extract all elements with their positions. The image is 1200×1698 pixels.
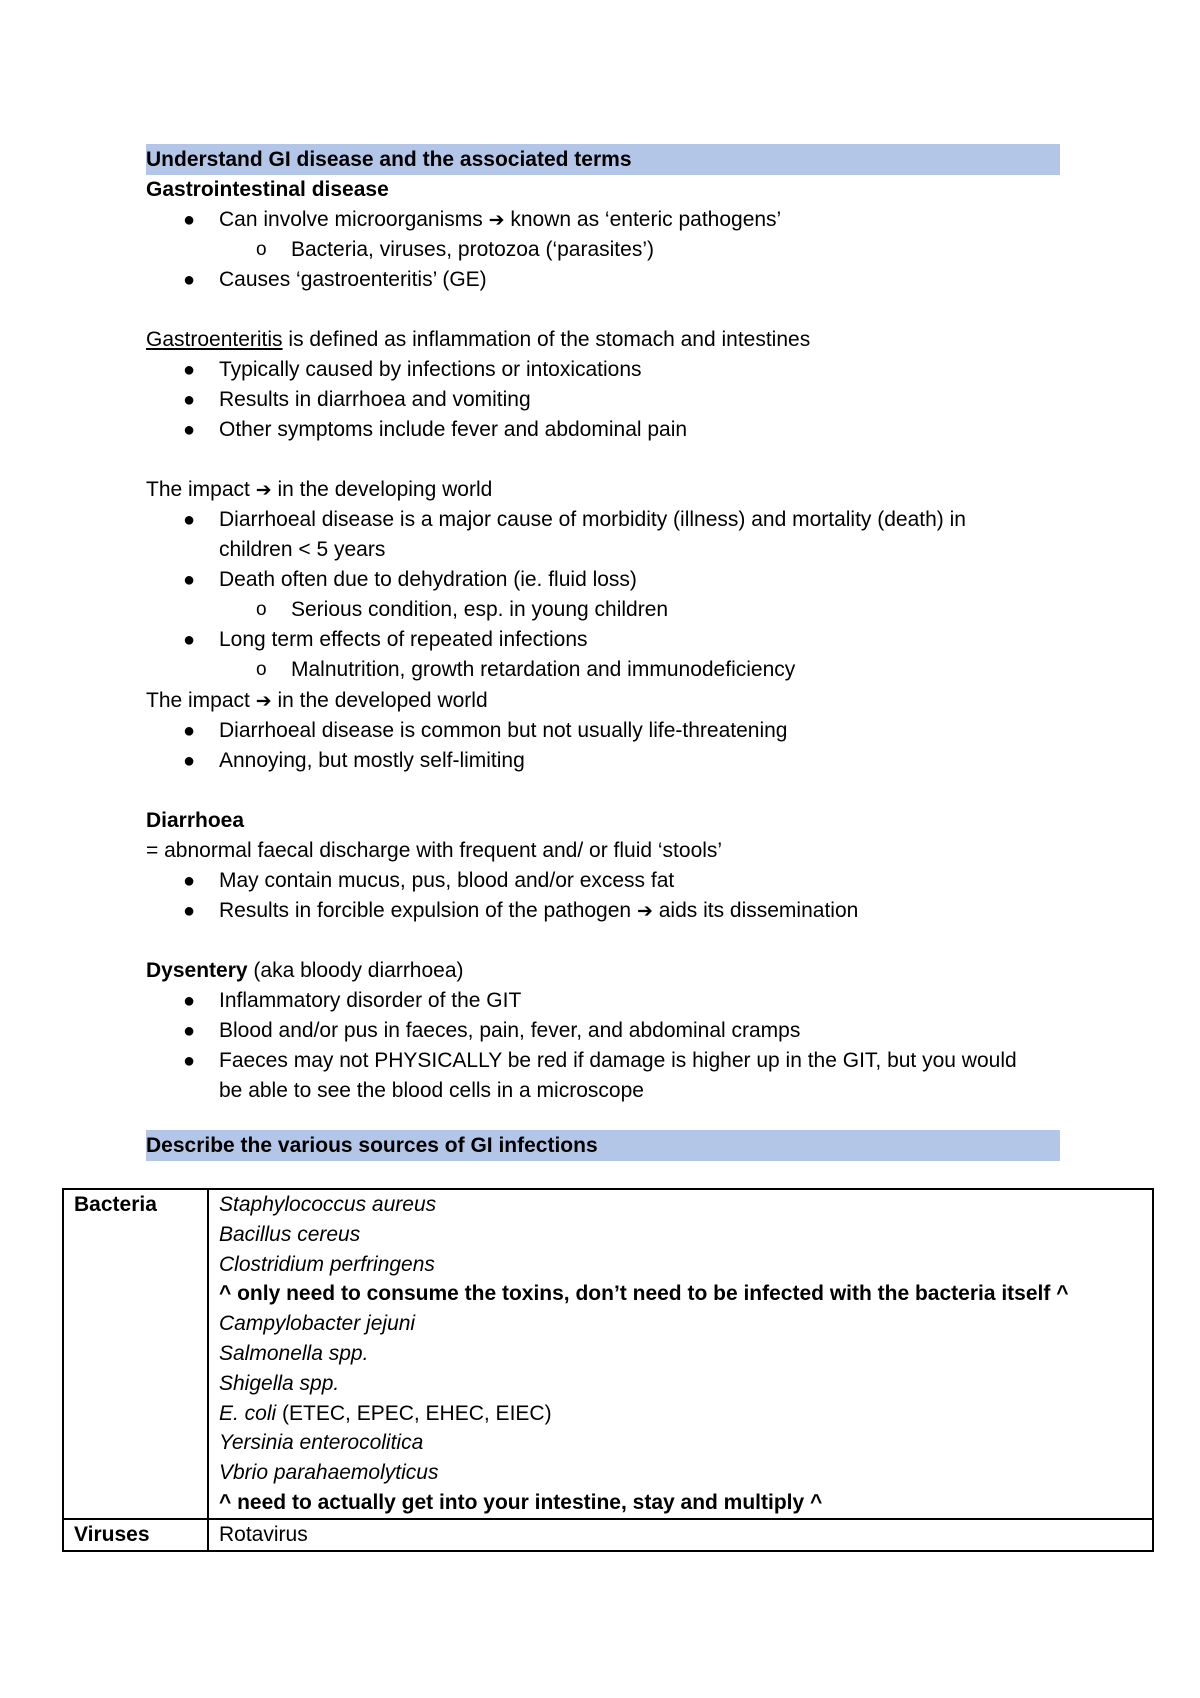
- list-item: Bacillus cereus: [219, 1222, 361, 1246]
- list-item: Staphylococcus aureus: [219, 1193, 437, 1216]
- list-item: [219, 1399, 1142, 1429]
- sub-bullet-icon: o: [256, 599, 267, 620]
- bacteria-note-toxins: ^ only need to consume the toxins, don’t need to be infected with the bacteria itself ^: [219, 1282, 1069, 1306]
- section-heading-gi-disease: Understand GI disease and the associated terms: [146, 144, 1060, 175]
- bullet-icon: ●: [183, 1050, 196, 1072]
- diarrhoea-definition: = abnormal faecal discharge with frequent and/ or fluid ‘stools’: [146, 839, 723, 862]
- sub-bullet-icon: o: [256, 659, 267, 680]
- bacteria-note-invasive: ^ need to actually get into your intestine, stay and multiply ^: [219, 1490, 823, 1514]
- impact-developed-title: [146, 686, 488, 716]
- dys-bullet-3-line-1: Faeces may not PHYSICALLY be red if damage is higher up in the GIT, but you would: [219, 1049, 1017, 1072]
- list-item: Salmonella spp.: [219, 1341, 369, 1365]
- dev-bullet-2: Death often due to dehydration (ie. fluid loss): [219, 568, 637, 591]
- dysentery-aka: (aka bloody diarrhoea): [247, 959, 464, 982]
- arrow-right-icon: ➔: [636, 900, 653, 922]
- list-item: Clostridium perfringens: [219, 1252, 435, 1276]
- section-heading-gi-sources: Describe the various sources of GI infections: [146, 1130, 1060, 1161]
- gi-disease-title: Gastrointestinal disease: [146, 178, 389, 201]
- category-viruses: [63, 1519, 208, 1551]
- gi-bullet-1-after: known as ‘enteric pathogens’: [510, 208, 782, 231]
- gi-bullet-1-text: Can involve microorganisms: [219, 208, 483, 231]
- gi-sub-bullet-1: Bacteria, viruses, protozoa (‘parasites’): [291, 238, 654, 261]
- bullet-icon: ●: [183, 269, 196, 291]
- bullet-icon: ●: [183, 750, 196, 772]
- dev-bullet-1-line-2: children < 5 years: [219, 538, 386, 561]
- dvd-bullet-2: Annoying, but mostly self-limiting: [219, 749, 525, 772]
- table-row-bacteria: [63, 1189, 1153, 1519]
- gi-bullet-2: Causes ‘gastroenteritis’ (GE): [219, 268, 487, 291]
- impact-developing-title: [146, 475, 492, 505]
- category-label: Bacteria: [74, 1193, 157, 1216]
- dysentery-title: [146, 956, 464, 986]
- ge-bullet-3: Other symptoms include fever and abdominal pain: [219, 418, 688, 441]
- category-bacteria: [63, 1189, 208, 1519]
- gastroenteritis-definition: [146, 325, 810, 355]
- diarrhoea-title: Diarrhoea: [146, 809, 245, 832]
- ge-bullet-1: Typically caused by infections or intoxications: [219, 358, 642, 381]
- arrow-right-icon: ➔: [255, 690, 272, 712]
- arrow-right-icon: ➔: [488, 209, 505, 231]
- bullet-icon: ●: [183, 209, 196, 231]
- dysentery-term: Dysentery: [146, 959, 248, 982]
- dys-bullet-1: Inflammatory disorder of the GIT: [219, 989, 522, 1012]
- impact-developed-label: The impact: [146, 689, 250, 712]
- table-row-viruses: [63, 1519, 1153, 1551]
- ecoli-types: (ETEC, EPEC, EHEC, EIEC): [276, 1401, 552, 1425]
- sub-bullet-icon: o: [256, 239, 267, 260]
- category-label: Viruses: [74, 1522, 150, 1546]
- impact-developing-after: in the developing world: [277, 478, 493, 501]
- gi-bullet-1: [219, 205, 781, 235]
- bacteria-list: [208, 1189, 1153, 1519]
- list-item: Campylobacter jejuni: [219, 1312, 416, 1336]
- list-item: Vbrio parahaemolyticus: [219, 1461, 439, 1485]
- dia-bullet-2: [219, 896, 858, 926]
- list-item: Yersinia enterocolitica: [219, 1431, 424, 1455]
- list-item: Rotavirus: [219, 1522, 308, 1546]
- list-item: Shigella spp.: [219, 1371, 340, 1395]
- bullet-icon: ●: [183, 1020, 196, 1042]
- bullet-icon: ●: [183, 419, 196, 441]
- dev-sub-bullet-3: Malnutrition, growth retardation and immunodeficiency: [291, 658, 796, 681]
- impact-developing-label: The impact: [146, 478, 250, 501]
- sources-table: [62, 1188, 1154, 1552]
- ecoli-name: E. coli: [219, 1401, 277, 1425]
- gastroenteritis-def-text: is defined as inflammation of the stomach and intestines: [282, 328, 811, 351]
- dev-sub-bullet-2: Serious condition, esp. in young children: [291, 598, 669, 621]
- dia-bullet-2-text: Results in forcible expulsion of the pathogen: [219, 899, 632, 922]
- dev-bullet-1-line-1: Diarrhoeal disease is a major cause of morbidity (illness) and mortality (death) in: [219, 508, 966, 531]
- ge-bullet-2: Results in diarrhoea and vomiting: [219, 388, 531, 411]
- viruses-list: [208, 1519, 1153, 1551]
- bullet-icon: ●: [183, 629, 196, 651]
- bullet-icon: ●: [183, 870, 196, 892]
- bullet-icon: ●: [183, 990, 196, 1012]
- gastroenteritis-term: Gastroenteritis: [146, 328, 283, 351]
- arrow-right-icon: ➔: [255, 479, 272, 501]
- impact-developed-after: in the developed world: [277, 689, 488, 712]
- bullet-icon: ●: [183, 509, 196, 531]
- bullet-icon: ●: [183, 720, 196, 742]
- bullet-icon: ●: [183, 359, 196, 381]
- dys-bullet-2: Blood and/or pus in faeces, pain, fever, and abdominal cramps: [219, 1019, 801, 1042]
- dia-bullet-1: May contain mucus, pus, blood and/or excess fat: [219, 869, 675, 892]
- bullet-icon: ●: [183, 389, 196, 411]
- bullet-icon: ●: [183, 569, 196, 591]
- dvd-bullet-1: Diarrhoeal disease is common but not usually life-threatening: [219, 719, 788, 742]
- dev-bullet-3: Long term effects of repeated infections: [219, 628, 588, 651]
- dys-bullet-3-line-2: be able to see the blood cells in a microscope: [219, 1079, 644, 1102]
- dia-bullet-2-after: aids its dissemination: [658, 899, 859, 922]
- bullet-icon: ●: [183, 900, 196, 922]
